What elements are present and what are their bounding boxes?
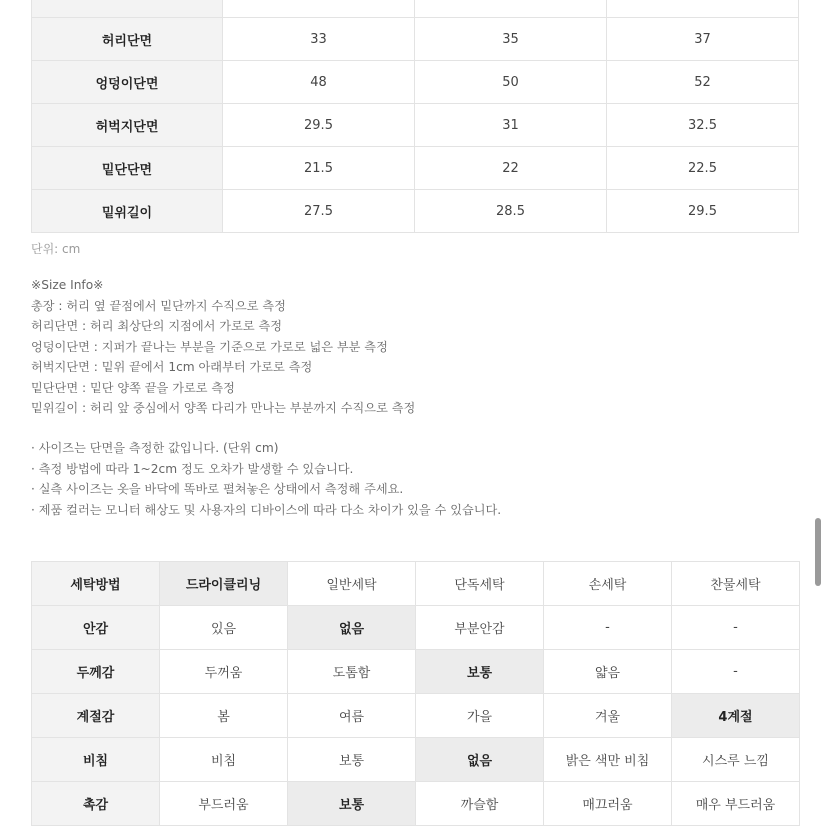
size-cell: 22 — [415, 147, 607, 190]
size-row-label: 허리단면 — [32, 18, 223, 61]
care-cell: 매끄러움 — [544, 782, 672, 826]
note-line: · 측정 방법에 따라 1~2cm 정도 오차가 발생할 수 있습니다. — [31, 461, 354, 476]
size-info-line: 허벅지단면 : 밑위 끝에서 1cm 아래부터 가로로 측정 — [31, 360, 313, 374]
size-cell: 27.5 — [223, 190, 415, 233]
care-cell: 드라이클리닝 — [160, 562, 288, 606]
size-cell: 52 — [607, 61, 799, 104]
care-cell: 여름 — [288, 694, 416, 738]
care-cell: 부드러움 — [160, 782, 288, 826]
size-cell: 32.5 — [607, 104, 799, 147]
care-cell: 부분안감 — [416, 606, 544, 650]
care-row-texture — [32, 782, 800, 826]
care-cell: 없음 — [416, 738, 544, 782]
care-row-season — [32, 694, 800, 738]
care-cell: 보통 — [288, 738, 416, 782]
care-cell: 까슬함 — [416, 782, 544, 826]
size-row-label: 밑위길이 — [32, 190, 223, 233]
size-info-title: ※Size Info※ — [31, 278, 104, 292]
care-row-wash — [32, 562, 800, 606]
size-cell: 29.5 — [607, 190, 799, 233]
note-line: · 사이즈는 단면을 측정한 값입니다. (단위 cm) — [31, 441, 279, 455]
size-info — [31, 275, 415, 419]
size-cell: 35 — [415, 18, 607, 61]
care-cell: 얇음 — [544, 650, 672, 694]
care-cell: 도톰함 — [288, 650, 416, 694]
care-cell: 보통 — [288, 782, 416, 826]
measurement-notes — [31, 438, 501, 520]
care-cell: 일반세탁 — [288, 562, 416, 606]
care-row-label: 안감 — [32, 606, 160, 650]
care-cell: - — [672, 650, 800, 694]
size-info-line: 엉덩이단면 : 지퍼가 끝나는 부분을 기준으로 가로로 넓은 부분 측정 — [31, 339, 388, 354]
size-cell: 33 — [223, 18, 415, 61]
care-cell: 보통 — [416, 650, 544, 694]
size-cell: 28.5 — [415, 190, 607, 233]
care-row-label: 비침 — [32, 738, 160, 782]
care-cell: 없음 — [288, 606, 416, 650]
care-row-sheerness — [32, 738, 800, 782]
size-cell — [415, 0, 607, 18]
note-line: · 제품 컬러는 모니터 해상도 및 사용자의 디바이스에 따라 다소 차이가 있을 수 있습니다. — [31, 502, 502, 517]
size-row-label: 밑단단면 — [32, 147, 223, 190]
care-row-label: 두께감 — [32, 650, 160, 694]
care-cell: 찬물세탁 — [672, 562, 800, 606]
care-row-lining — [32, 606, 800, 650]
scrollbar-thumb[interactable] — [815, 518, 821, 586]
care-cell: 봄 — [160, 694, 288, 738]
care-row-thickness — [32, 650, 800, 694]
care-row-label: 세탁방법 — [32, 562, 160, 606]
size-row-label: 허벅지단면 — [32, 104, 223, 147]
size-cell — [607, 0, 799, 18]
size-cell: 31 — [415, 104, 607, 147]
size-cell: 22.5 — [607, 147, 799, 190]
size-cell: 48 — [223, 61, 415, 104]
note-line: · 실측 사이즈는 옷을 바닥에 똑바로 펼쳐놓은 상태에서 측정해 주세요. — [31, 482, 404, 496]
care-cell: 밝은 색만 비침 — [544, 738, 672, 782]
size-info-line: 밑단단면 : 밑단 양쪽 끝을 가로로 측정 — [31, 380, 235, 395]
care-cell: 손세탁 — [544, 562, 672, 606]
size-cell: 21.5 — [223, 147, 415, 190]
size-cell — [223, 0, 415, 18]
size-row-thigh — [32, 104, 799, 147]
care-row-label: 계절감 — [32, 694, 160, 738]
care-cell: 매우 부드러움 — [672, 782, 800, 826]
size-table — [31, 0, 799, 233]
care-cell: 있음 — [160, 606, 288, 650]
size-row-label — [32, 0, 223, 18]
size-row-waist — [32, 18, 799, 61]
size-row-hem — [32, 147, 799, 190]
care-table — [31, 561, 800, 826]
care-cell: - — [544, 606, 672, 650]
size-row-hip — [32, 61, 799, 104]
size-cell: 29.5 — [223, 104, 415, 147]
size-info-line: 총장 : 허리 옆 끝점에서 밑단까지 수직으로 측정 — [31, 298, 286, 313]
care-cell: 단독세탁 — [416, 562, 544, 606]
unit-label: 단위: cm — [31, 242, 81, 256]
care-cell: - — [672, 606, 800, 650]
care-cell: 비침 — [160, 738, 288, 782]
care-row-label: 촉감 — [32, 782, 160, 826]
size-row-rise — [32, 190, 799, 233]
size-row-partial — [32, 0, 799, 18]
care-cell: 두꺼움 — [160, 650, 288, 694]
size-cell: 50 — [415, 61, 607, 104]
size-cell: 37 — [607, 18, 799, 61]
size-info-line: 허리단면 : 허리 최상단의 지점에서 가로로 측정 — [31, 319, 283, 333]
care-cell: 겨울 — [544, 694, 672, 738]
size-row-label: 엉덩이단면 — [32, 61, 223, 104]
care-cell: 4계절 — [672, 694, 800, 738]
care-cell: 가을 — [416, 694, 544, 738]
size-info-line: 밑위길이 : 허리 앞 중심에서 양쪽 다리가 만나는 부분까지 수직으로 측정 — [31, 401, 416, 415]
care-cell: 시스루 느낌 — [672, 738, 800, 782]
